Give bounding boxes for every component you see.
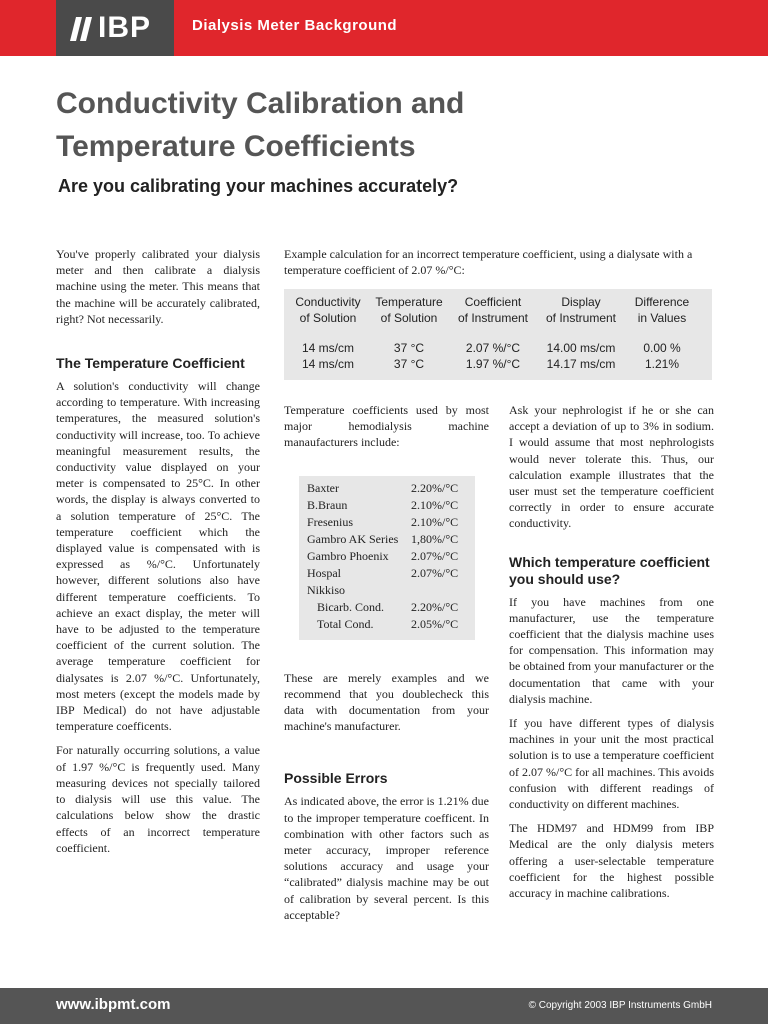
table-row-2-display: 14.17 ms/cm xyxy=(546,357,616,371)
column-3 xyxy=(509,402,714,909)
table-header-conductivity: Conductivity of Solution xyxy=(295,295,361,325)
temperature-coefficient-paragraph-2: For naturally occurring solutions, a value of 1.97 %/°C is frequently used. Many measuring devices not specially tailored to dialysis will use this value. The calculations below show the drastic effects of an incorrect temperature coefficient. xyxy=(56,743,260,855)
manufacturer-name: Gambro AK Series xyxy=(307,532,399,546)
section-title-temperature-coefficient: The Temperature Coefficient xyxy=(56,355,245,372)
logo-stripes-icon xyxy=(70,17,96,41)
section-title-possible-errors: Possible Errors xyxy=(284,770,388,787)
list-item xyxy=(299,548,475,565)
page-title xyxy=(56,82,656,168)
page-title-line-1: Conductivity Calibration and xyxy=(56,87,465,120)
manufacturer-name: Bicarb. Cond. xyxy=(317,600,384,614)
table-row-2-coefficient: 1.97 %/°C xyxy=(465,357,521,371)
manufacturer-value: 2.20%/°C xyxy=(411,600,459,614)
table-row-1-temperature: 37 °C xyxy=(393,341,425,355)
possible-errors-paragraph: As indicated above, the error is 1.21% due to the improper temperature coefficent. In combination with other factors such as meter accuracy, improper reference solutions accuracy and usage your “calibrated” dialysis machine may be out of calibration by several percent. Is this acceptable? xyxy=(284,794,489,922)
table-header-difference: Difference in Values xyxy=(634,295,690,325)
nephrologist-paragraph: Ask your nephrologist if he or she can accept a deviation of up to 3% in sodium. I would assume that most nephrologists would never tolerate this. Thus, our calculation example illustrates that the user must set the temperature coefficient correctly in order to ensure accurate conductivity. xyxy=(509,403,714,531)
ibp-logo xyxy=(56,0,174,56)
manufacturer-name: B.Braun xyxy=(307,498,348,512)
manufacturer-value: 1,80%/°C xyxy=(411,532,459,546)
manufacturer-value: 2.10%/°C xyxy=(411,498,459,512)
manufacturer-value: 2.07%/°C xyxy=(411,549,459,563)
which-coefficient-paragraph-2: If you have different types of dialysis machines in your unit the most practical solution is to use a temperature coefficient of 2.07 %/°C for all machines. This avoids confusion with different readings of conductivity on different machines. xyxy=(509,716,714,812)
table-header-temperature: Temperature of Solution xyxy=(375,295,443,325)
manufacturer-name: Gambro Phoenix xyxy=(307,549,389,563)
table-row-2-temperature: 37 °C xyxy=(393,357,425,371)
list-item xyxy=(299,565,475,582)
list-item xyxy=(299,497,475,514)
manufacturer-value: 2.20%/°C xyxy=(411,481,459,495)
manufacturer-name: Fresenius xyxy=(307,515,353,529)
manufacturer-coefficient-table xyxy=(299,476,475,640)
list-item xyxy=(299,514,475,531)
logo-text: IBP xyxy=(98,11,152,44)
temperature-coefficient-paragraph-1: A solution's conductivity will change according to temperature. With increasing temperatures, the measured solution's conductivity will increase, too. To achieve meaningful measurement results, the conductivity value displayed on your meter is compensated to 25°C. In other words, the display is always converted to a solution temperature of 25°C. The temperature coefficient which the displayed value is compensated with is expressed as %/°C. Unfortunately however, different solutions also have different temperature coefficients. To achieve an exact display, the meter will have to be adjusted to the temperature coefficient of the current solution. The average temperature coefficient for dialysates is 2.07 %/°C. Unfortunately, most meters (except the models made by IBP Medical) do not have adjustable temperature coefficents. xyxy=(56,379,260,734)
manufacturer-name: Nikkiso xyxy=(307,583,346,597)
header-bar xyxy=(0,0,768,56)
table-row-1-conductivity: 14 ms/cm xyxy=(301,341,354,355)
examples-disclaimer: These are merely examples and we recommend that you doublecheck this data with documentation from your machine's manufacturer. xyxy=(284,670,489,734)
manufacturer-value: 2.10%/°C xyxy=(411,515,459,529)
example-intro: Example calculation for an incorrect temperature coefficient, using a dialysate with a temperature coefficient of 2.07 %/°C: xyxy=(284,247,693,278)
manufacturer-name: Total Cond. xyxy=(317,617,374,631)
manufacturer-value: 2.05%/°C xyxy=(411,617,459,631)
which-coefficient-paragraph-1: If you have machines from one manufacturer, use the temperature coefficient that the dialysis machine uses for compensation. This information may be obtained from your manufacturer or the documentation that came with your dialysis machine. xyxy=(509,594,714,706)
page-subtitle: Are you calibrating your machines accurately? xyxy=(58,176,459,196)
table-row-2-conductivity: 14 ms/cm xyxy=(301,357,354,371)
list-item xyxy=(299,480,475,497)
list-item xyxy=(299,616,475,633)
example-calculation-table xyxy=(284,289,712,380)
which-coefficient-paragraph-3: The HDM97 and HDM99 from IBP Medical are the only dialysis meters offering a user-selectable temperature coefficient for the highest possible accuracy in machine calibrations. xyxy=(509,821,714,901)
list-item xyxy=(299,582,475,599)
footer-bar xyxy=(0,988,768,1024)
section-title-which-coefficient: Which temperature coefficient you should use? xyxy=(509,553,710,587)
table-row-1-display: 14.00 ms/cm xyxy=(546,341,616,355)
list-item xyxy=(299,531,475,548)
table-row-1-coefficient: 2.07 %/°C xyxy=(465,341,521,355)
footer-copyright: © Copyright 2003 IBP Instruments GmbH xyxy=(528,1000,712,1011)
header-title: Dialysis Meter Background xyxy=(192,17,398,34)
table-row-2-difference: 1.21% xyxy=(644,357,680,371)
table-row-1-difference: 0.00 % xyxy=(643,341,681,355)
manufacturers-intro: Temperature coefficients used by most major hemodialysis machine manaufacturers include: xyxy=(284,403,489,450)
table-header-display: Display of Instrument xyxy=(545,295,617,325)
intro-paragraph: You've properly calibrated your dialysis meter and then calibrate a dialysis machine using the meter. This means that the machine will be accurately calibrated, right? Not necessarily. xyxy=(56,247,260,326)
footer-website-link[interactable]: www.ibpmt.com xyxy=(56,996,171,1013)
manufacturer-value: 2.07%/°C xyxy=(411,566,459,580)
column-1 xyxy=(56,246,260,864)
list-item xyxy=(299,599,475,616)
table-header-coefficient: Coefficient of Instrument xyxy=(457,295,529,325)
manufacturer-name: Hospal xyxy=(307,566,341,580)
page-title-line-2: Temperature Coefficients xyxy=(56,130,416,163)
manufacturer-name: Baxter xyxy=(307,481,339,495)
